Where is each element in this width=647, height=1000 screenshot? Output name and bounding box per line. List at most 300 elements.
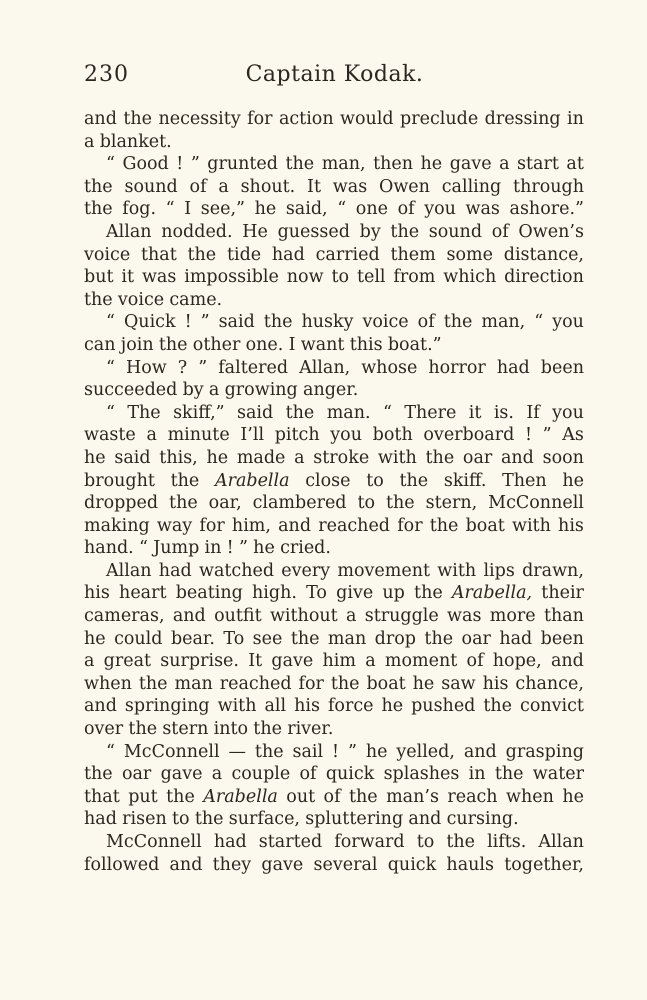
word: that — [140, 244, 177, 265]
word: tell — [356, 267, 386, 288]
word: horror — [428, 357, 486, 378]
word: the — [166, 786, 195, 807]
word: skiff,” — [173, 402, 225, 423]
word: and — [500, 447, 534, 468]
word: of — [417, 312, 435, 333]
word: the — [138, 673, 168, 694]
word: “ — [106, 312, 115, 333]
word: for — [298, 673, 324, 694]
word: he — [253, 538, 275, 559]
word: his — [294, 696, 320, 717]
word: bear. — [170, 628, 215, 649]
word: you — [424, 199, 456, 220]
word: been — [540, 357, 584, 378]
word: force — [327, 696, 374, 717]
word: the — [290, 628, 320, 649]
word: a — [499, 154, 510, 175]
word: sound — [428, 221, 483, 242]
word: stern — [162, 719, 209, 740]
word: ” — [238, 538, 248, 559]
word: ! — [184, 312, 192, 333]
word: this — [349, 334, 383, 355]
word: was — [465, 199, 500, 220]
text-line — [84, 357, 584, 380]
word: the — [194, 809, 224, 830]
word: the — [253, 719, 282, 740]
word: the — [285, 154, 315, 175]
text-line — [84, 718, 584, 741]
word: Good — [122, 154, 169, 175]
word: to — [172, 809, 190, 830]
word: cried. — [280, 538, 331, 559]
word: saw — [441, 673, 476, 694]
word: he — [84, 447, 106, 468]
text-line — [84, 379, 584, 402]
text-line — [84, 153, 584, 176]
word: had — [84, 809, 117, 830]
word: hauls — [446, 854, 494, 875]
word: the — [390, 221, 420, 242]
word: he — [562, 786, 584, 807]
word: in — [567, 109, 584, 129]
text-line — [84, 537, 584, 560]
word: “ — [382, 402, 392, 423]
text-line — [84, 424, 584, 447]
word: ! — [332, 741, 340, 762]
word: forward — [334, 832, 405, 852]
word: with — [217, 696, 257, 717]
word: and — [169, 854, 203, 875]
italic-word: Arabella — [214, 470, 290, 491]
word: together, — [504, 854, 584, 875]
word: with — [511, 515, 551, 536]
word: gave — [271, 651, 314, 672]
word: the — [348, 786, 378, 807]
word: without — [269, 606, 338, 627]
word: hand. — [84, 538, 134, 559]
word: distance, — [503, 244, 584, 265]
word: dressing — [484, 109, 561, 129]
word: with — [437, 560, 477, 581]
word: a — [146, 425, 157, 446]
word: at — [566, 154, 584, 175]
word: river. — [287, 719, 334, 740]
word: put — [128, 786, 158, 807]
word: ” — [190, 154, 200, 175]
word: was — [447, 606, 482, 627]
text-line — [84, 289, 584, 312]
word: he — [562, 470, 584, 491]
word: and — [408, 809, 442, 830]
word: outfit — [214, 606, 262, 627]
word: out — [286, 786, 316, 807]
word: beating — [175, 583, 243, 604]
word: start — [517, 154, 559, 175]
word: oar — [461, 628, 491, 649]
word: then — [373, 154, 414, 175]
text-line — [84, 470, 584, 493]
word: “ — [337, 199, 347, 220]
word: McConnell — [106, 832, 202, 852]
word: I — [288, 334, 296, 355]
word: As — [562, 425, 584, 446]
word: of — [299, 764, 317, 785]
word: you — [552, 402, 584, 423]
word: join — [120, 334, 154, 355]
word: man’s — [386, 786, 439, 807]
word: the — [128, 719, 158, 740]
word: necessity — [158, 109, 241, 129]
text-line — [84, 741, 584, 764]
word: ashore.” — [509, 199, 584, 220]
text-line — [84, 221, 584, 244]
word: dropped — [84, 493, 159, 514]
word: “ — [106, 154, 115, 175]
word: is. — [493, 402, 514, 423]
word: that — [84, 786, 120, 807]
word: impossible — [184, 267, 279, 288]
word: more — [489, 606, 536, 627]
word: oar, — [208, 493, 242, 514]
word: Then — [502, 470, 547, 491]
word — [452, 582, 532, 605]
word: the — [263, 312, 293, 333]
word: “ — [165, 199, 175, 220]
word: faltered — [218, 357, 289, 378]
word: could — [114, 628, 163, 649]
word: reached — [219, 673, 292, 694]
word: said, — [285, 199, 328, 220]
italic-word: Arabella — [203, 786, 278, 807]
word: “ — [534, 312, 544, 333]
word: sound — [124, 176, 178, 197]
running-title: Captain Kodak. — [245, 62, 424, 87]
word: a — [345, 606, 357, 627]
word: ? — [177, 357, 188, 378]
word: he — [420, 154, 443, 175]
word: — — [228, 741, 247, 762]
body-text — [84, 108, 584, 876]
word: man — [174, 673, 213, 694]
word: If — [526, 402, 540, 423]
word: came. — [169, 289, 223, 310]
word: “ — [106, 402, 115, 423]
word: It — [307, 176, 321, 197]
word: to — [366, 470, 384, 491]
word: brought — [84, 470, 155, 491]
word: grunted — [207, 154, 278, 175]
word: several — [313, 854, 378, 875]
word: had — [271, 244, 305, 265]
word: had — [499, 628, 533, 649]
text-line — [84, 176, 584, 199]
word: nodded. — [161, 221, 233, 242]
word: you — [552, 312, 584, 333]
word: “ — [106, 357, 115, 378]
word: the — [123, 109, 153, 129]
word: lips — [483, 560, 515, 581]
word: the — [386, 493, 415, 514]
word: had — [213, 832, 247, 852]
word: their — [541, 583, 584, 604]
word: the — [84, 199, 113, 220]
page-number: 230 — [84, 62, 129, 87]
text-line — [84, 650, 584, 673]
word: Owen’s — [518, 221, 584, 242]
word: into — [213, 719, 249, 740]
word: with — [377, 447, 417, 468]
word: reach — [447, 786, 498, 807]
word: of — [397, 199, 415, 220]
word: you — [330, 425, 362, 446]
word: quick — [325, 764, 375, 785]
word: the — [399, 470, 429, 491]
word: and — [550, 651, 584, 672]
word: was — [332, 176, 368, 197]
word: Allan — [538, 832, 584, 852]
word: all — [264, 696, 287, 717]
text-line — [84, 673, 584, 696]
word: he — [412, 673, 435, 694]
word: some — [446, 244, 493, 265]
word: a — [208, 380, 220, 401]
word: He — [242, 221, 268, 242]
word: in — [204, 538, 222, 559]
word: from — [393, 267, 436, 288]
word: by — [359, 221, 381, 242]
word: the — [169, 493, 198, 514]
word: a — [84, 651, 95, 672]
word: Allan — [106, 221, 152, 242]
word: said — [237, 402, 274, 423]
word: oar — [121, 764, 152, 785]
word: and — [278, 515, 312, 536]
word: ! — [524, 425, 532, 446]
word: direction — [504, 267, 584, 288]
word: want — [300, 334, 345, 355]
word: blanket. — [99, 131, 172, 152]
text-line — [84, 515, 584, 538]
word: tide — [226, 244, 262, 265]
word: stroke — [313, 447, 370, 468]
word: of — [189, 176, 207, 197]
word: I — [184, 199, 192, 220]
word: gave — [449, 154, 492, 175]
word: preclude — [400, 109, 479, 129]
word: succeeded — [84, 380, 178, 401]
word: surprise. — [160, 651, 239, 672]
word: this, — [159, 447, 198, 468]
word: his — [558, 515, 584, 536]
word: was — [141, 267, 177, 288]
word: calling — [441, 176, 502, 197]
word: Quick — [123, 312, 176, 333]
word: gave — [261, 854, 304, 875]
word: close — [305, 470, 351, 491]
word: boat.” — [387, 334, 442, 355]
text-line — [84, 311, 584, 334]
word: hope, — [492, 651, 542, 672]
word: I’ll — [240, 425, 265, 446]
word: of — [466, 651, 484, 672]
text-line — [84, 447, 584, 470]
word: to — [416, 832, 435, 852]
word: oar — [462, 447, 493, 468]
word: which — [443, 267, 497, 288]
word: of — [491, 221, 509, 242]
word: said — [218, 312, 255, 333]
word: a — [294, 447, 305, 468]
word: There — [404, 402, 457, 423]
word: for — [397, 515, 423, 536]
word: To — [306, 583, 327, 604]
word: started — [258, 832, 323, 852]
text-line — [84, 786, 584, 809]
word: anger. — [303, 380, 359, 401]
word: through — [513, 176, 584, 197]
word: other — [192, 334, 241, 355]
word: the — [84, 764, 113, 785]
text-line — [84, 334, 584, 357]
word: whose — [361, 357, 418, 378]
word: watched — [198, 560, 275, 581]
text-line — [84, 582, 584, 605]
text-line — [84, 831, 584, 854]
word: high. — [252, 583, 297, 604]
word: shout. — [240, 176, 296, 197]
word: To — [223, 628, 245, 649]
word: ” — [198, 357, 208, 378]
text-line — [84, 108, 584, 131]
word: gave — [160, 764, 203, 785]
word: grasping — [505, 741, 584, 762]
word: drawn, — [522, 560, 584, 581]
word: Allan — [106, 560, 152, 581]
word: his — [84, 583, 110, 604]
word: minute — [167, 425, 230, 446]
word: the — [84, 176, 113, 197]
running-head — [84, 62, 585, 92]
word: man. — [326, 402, 371, 423]
word: said — [114, 447, 151, 468]
word: the — [429, 515, 459, 536]
word: him — [322, 651, 356, 672]
word: made — [236, 447, 286, 468]
word: him, — [231, 515, 271, 536]
word: he — [206, 447, 229, 468]
word: fog. — [122, 199, 157, 220]
word: boat — [366, 673, 406, 694]
word: every — [281, 560, 331, 581]
word: to — [357, 493, 376, 514]
word: voice — [117, 289, 165, 310]
word: but — [84, 267, 114, 288]
text-line — [84, 695, 584, 718]
word: man, — [481, 312, 526, 333]
word: movement — [337, 560, 431, 581]
word: both — [372, 425, 413, 446]
word: boat — [465, 515, 505, 536]
word: struggle — [364, 606, 439, 627]
word: the — [187, 244, 217, 265]
word: quick — [387, 854, 437, 875]
word: man — [327, 628, 367, 649]
word: now — [286, 267, 324, 288]
word: guessed — [277, 221, 350, 242]
word: ! — [176, 154, 184, 175]
word: It — [248, 651, 263, 672]
word: making — [84, 515, 150, 536]
word: chance, — [515, 673, 584, 694]
word: couple — [231, 764, 291, 785]
word: they — [212, 854, 252, 875]
word: followed — [84, 854, 160, 875]
word: the — [84, 289, 113, 310]
text-line — [84, 492, 584, 515]
word: skiff. — [443, 470, 487, 491]
word: surface, — [228, 809, 300, 830]
word: yelled, — [396, 741, 455, 762]
word: would — [340, 109, 394, 129]
word: for — [199, 515, 225, 536]
text-line — [84, 131, 584, 154]
word: when — [506, 786, 554, 807]
word: the — [425, 447, 455, 468]
word: Allan, — [299, 357, 351, 378]
word: ” — [200, 312, 210, 333]
word: McConnell — [488, 493, 584, 514]
word: waste — [84, 425, 136, 446]
word: risen — [122, 809, 167, 830]
word: “ — [106, 741, 115, 762]
text-line — [84, 808, 584, 831]
word: the — [494, 764, 524, 785]
word: the — [443, 312, 473, 333]
word: splashes — [383, 764, 460, 785]
word: moment — [384, 651, 458, 672]
text-line — [84, 560, 584, 583]
word: cameras, — [84, 606, 165, 627]
word: spluttering — [305, 809, 404, 830]
word: How — [125, 357, 167, 378]
word: pushed — [411, 696, 476, 717]
word: soon — [542, 447, 584, 468]
word: give — [336, 583, 374, 604]
word — [203, 786, 278, 809]
word: it — [121, 267, 135, 288]
word: the — [158, 334, 188, 355]
word: McConnell — [123, 741, 220, 762]
word: pitch — [274, 425, 320, 446]
text-line — [84, 244, 584, 267]
word: the — [254, 741, 284, 762]
word: he — [381, 696, 404, 717]
word: a — [211, 764, 223, 785]
word: The — [127, 402, 161, 423]
word: over — [84, 719, 124, 740]
word: than — [543, 606, 584, 627]
word: springing — [124, 696, 210, 717]
word: and — [84, 696, 117, 717]
word: he — [365, 741, 388, 762]
word: he — [254, 199, 277, 220]
text-line — [84, 198, 584, 221]
word: the — [424, 628, 454, 649]
word: way — [156, 515, 193, 536]
text-line — [84, 854, 584, 877]
text-line — [84, 266, 584, 289]
word: stern, — [425, 493, 478, 514]
